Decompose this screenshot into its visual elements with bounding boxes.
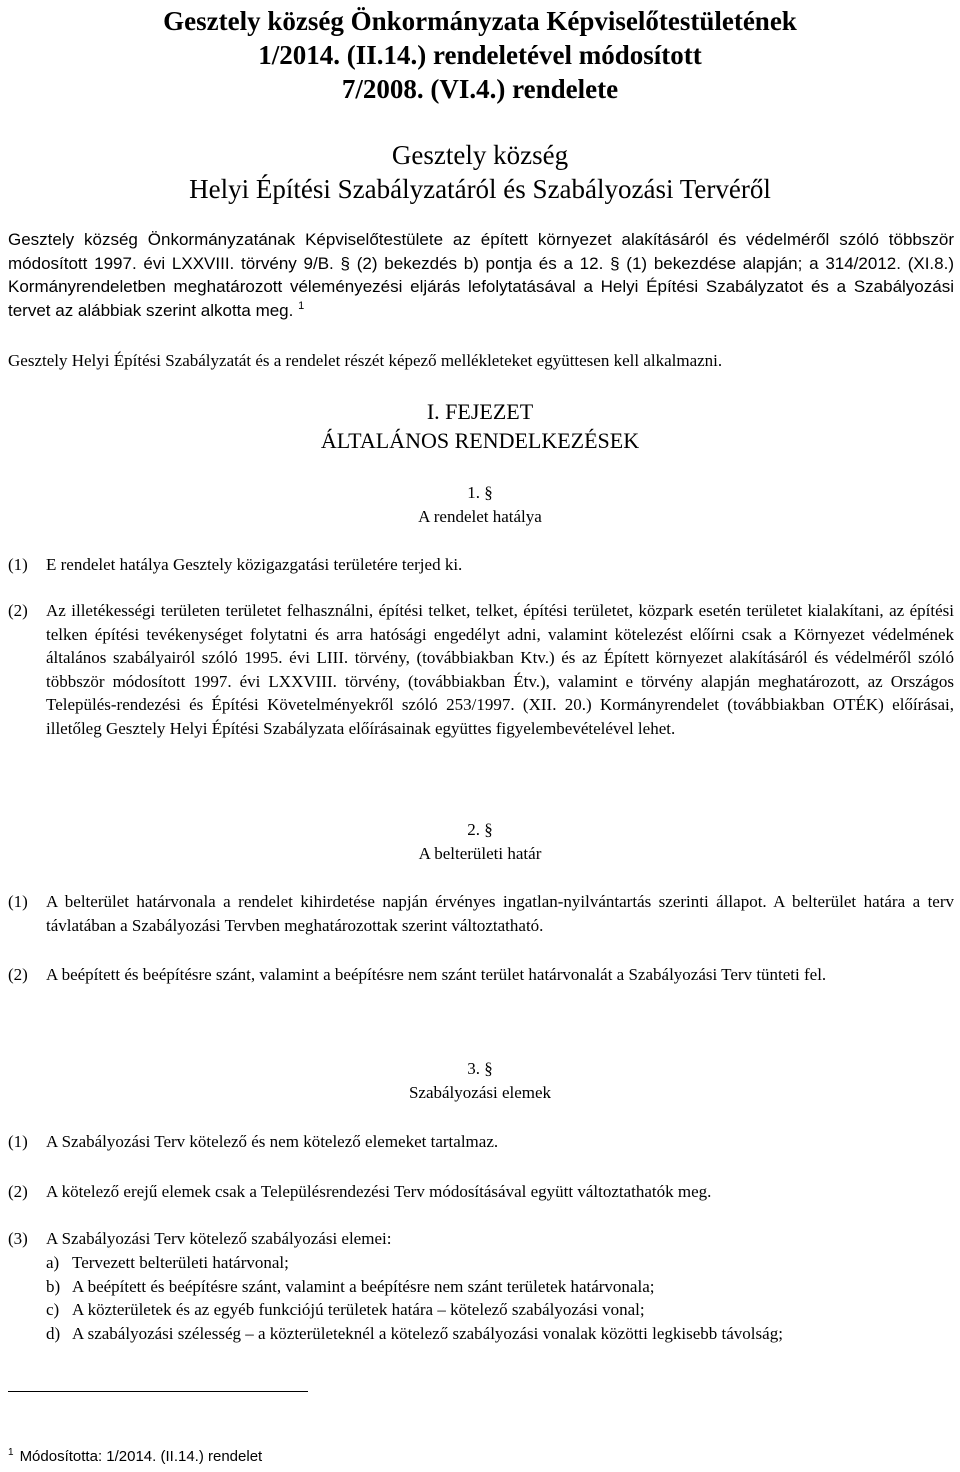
paragraph-number: (1): [8, 892, 28, 911]
preamble-text: Gesztely község Önkormányzatának Képviselőtestülete az épített környezet alakításáról és védelméről szóló többször módosított 1997. évi LXXVIII. törvény 9/B. § (2) bekezdés b) pontja és a 12. § (1) bekezdése alapján; a 314/2012. (XI.8.) Kormányrendeletben meghatározott véleményezési eljárás lefolytatásával a Helyi Építési Szabályzatot és a Szabályozási tervet az alábbiak szerint alkotta meg.: [8, 230, 954, 320]
list-item-letter: b): [46, 1276, 61, 1296]
paragraph-text: A Szabályozási Terv kötelező és nem kötelező elemeket tartalmaz.: [46, 1132, 499, 1151]
title-line-2: 1/2014. (II.14.) rendeletével módosított: [258, 40, 702, 70]
mandatory-elements-list: [46, 1251, 954, 1345]
paragraph-number: (1): [8, 1132, 28, 1151]
title-line-3: 7/2008. (VI.4.) rendelete: [341, 74, 619, 104]
footnote-separator: [8, 1391, 308, 1392]
section-3-heading: [0, 1057, 960, 1105]
list-item-text: Tervezett belterületi határvonal;: [72, 1253, 289, 1272]
section-number: 3. §: [467, 1059, 493, 1078]
list-item: [46, 1298, 954, 1322]
paragraph-number: (1): [8, 555, 28, 574]
section-1-paragraph-1: [8, 553, 954, 577]
chapter-heading: [0, 397, 960, 455]
chapter-title: ÁLTALÁNOS RENDELKEZÉSEK: [320, 428, 640, 453]
list-item-letter: c): [46, 1300, 60, 1319]
list-item: [46, 1275, 954, 1299]
subtitle-line-2: Helyi Építési Szabályzatáról és Szabályozási Tervéről: [189, 174, 771, 204]
section-number: 2. §: [467, 820, 493, 839]
section-3-paragraph-2: [8, 1180, 954, 1204]
footnote-reference[interactable]: 1: [298, 299, 305, 312]
section-2-heading: [0, 818, 960, 866]
section-3-paragraph-1: [8, 1130, 954, 1154]
title-line-1: Gesztely község Önkormányzata Képviselőtestületének: [163, 6, 797, 36]
footnote-mark: 1: [8, 1447, 14, 1458]
preamble: [8, 228, 954, 322]
list-item-text: A szabályozási szélesség – a közterületeknél a kötelező szabályozási vonalak közötti legkisebb távolság;: [72, 1323, 783, 1343]
list-item-text: A beépített és beépítésre szánt, valamint a beépítésre nem szánt területek határvonala;: [72, 1276, 655, 1296]
section-3-paragraph-3: [8, 1227, 954, 1251]
section-2-paragraph-2: [8, 963, 954, 987]
section-title: A belterületi határ: [418, 844, 542, 863]
section-number: 1. §: [467, 483, 493, 502]
paragraph-number: (2): [8, 1182, 28, 1201]
subtitle-line-1: Gesztely község: [391, 140, 569, 170]
list-item-text: A közterületek és az egyéb funkciójú területek határa – kötelező szabályozási vonal;: [72, 1300, 645, 1319]
document-subtitle: [0, 138, 960, 206]
section-2-paragraph-1: [8, 890, 954, 937]
section-title: A rendelet hatálya: [418, 507, 542, 526]
list-item: [46, 1322, 954, 1346]
paragraph-text: A kötelező erejű elemek csak a Településrendezési Terv módosításával együtt változtathatók meg.: [46, 1182, 712, 1201]
footnote-text: Módosította: 1/2014. (II.14.) rendelet: [19, 1448, 263, 1465]
paragraph-number: (3): [8, 1229, 28, 1248]
paragraph-text: A belterület határvonala a rendelet kihirdetése napján érvényes ingatlan-nyilvántartás szerinti állapot. A belterület határa a terv távlatában a Szabályozási Tervben meghatározottak szerint változtatható.: [46, 892, 954, 935]
paragraph-number: (2): [8, 601, 28, 620]
section-1-heading: [0, 481, 960, 529]
section-title: Szabályozási elemek: [408, 1083, 552, 1102]
application-note: Gesztely Helyi Építési Szabályzatát és a rendelet részét képező mellékleteket együttesen kell alkalmazni.: [8, 351, 723, 370]
paragraph-text: A beépített és beépítésre szánt, valamint a beépítésre nem szánt terület határvonalát a Szabályozási Terv tünteti fel.: [46, 965, 827, 984]
list-item-letter: a): [46, 1253, 60, 1272]
paragraph-text: A Szabályozási Terv kötelező szabályozási elemei:: [46, 1229, 392, 1248]
chapter-number: I. FEJEZET: [426, 399, 534, 424]
document-title: [0, 4, 960, 106]
paragraph-number: (2): [8, 965, 28, 984]
paragraph-text: Az illetékességi területen területet felhasználni, építési telket, telket, építési területet, közpark esetén területet kialakítani, az építési telken építési tevékenységet folytatni és arra hatósági engedélyt adni, valamint kötelezést előírni csak a Környezet védelmének általános szabályairól szóló 1995. évi LIII. törvény, (továbbiakban Ktv.) és az Épített környezet alakításáról és védelméről szóló többször módosított 1997. évi LXXVIII. törvény, (továbbiakban Étv.), valamint e törvény alapján meghatározott, az Országos Település-rendezési és Építési Követelményekről szóló 253/1997. (XII. 20.) Kormányrendelet (továbbiakban OTÉK) előírásai, illetőleg Gesztely Helyi Építési Szabályzata előírásainak együttes figyelembevételével lehet.: [46, 601, 954, 738]
paragraph-text: E rendelet hatálya Gesztely közigazgatási területére terjed ki.: [46, 555, 463, 574]
footnote: [8, 1448, 262, 1466]
list-item-letter: d): [46, 1323, 61, 1343]
list-item: [46, 1251, 954, 1275]
section-1-paragraph-2: [8, 599, 954, 740]
